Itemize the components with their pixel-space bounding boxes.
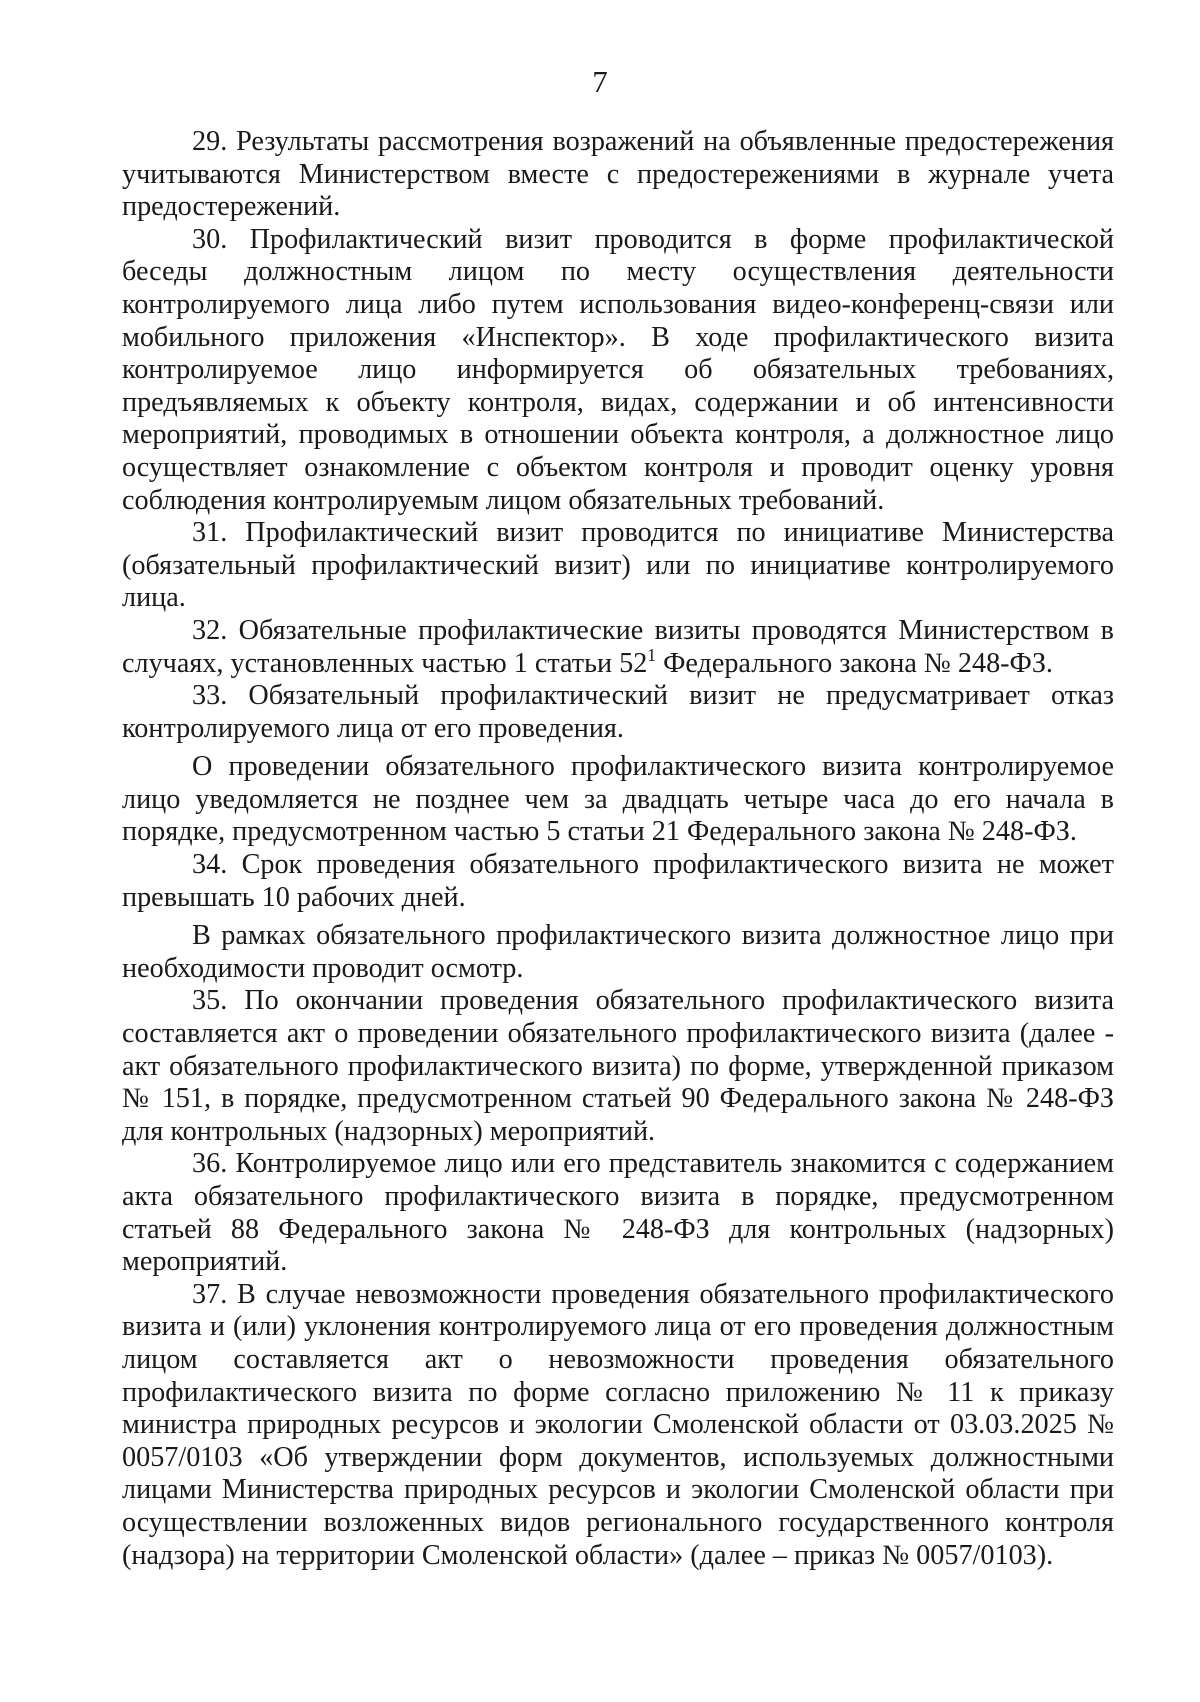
- paragraph-29: 29. Результаты рассмотрения возражений на объявленные предостережения учитываются Министерством вместе с предостережениями в журнале учета предостережений.: [122, 126, 1114, 223]
- paragraph-32-text-before: 32. Обязательные профилактические визиты проводятся Министерством в случаях, установленных частью 1 статьи 52: [122, 614, 1114, 679]
- paragraph-35: 35. По окончании проведения обязательного профилактического визита составляется акт о проведении обязательного профилактического визита (далее - акт обязательного профилактического визита) по форме, утвержденной приказом № 151, в порядке, предусмотренном статьей 90 Федерального закона № 248-ФЗ для контрольных (надзорных) мероприятий.: [122, 985, 1114, 1147]
- paragraph-34: 34. Срок проведения обязательного профилактического визита не может превышать 10 рабочих дней.: [122, 849, 1114, 913]
- page-number: 7: [592, 64, 608, 99]
- document-body: [122, 126, 1114, 1572]
- paragraph-30: 30. Профилактический визит проводится в форме профилактической беседы должностным лицом по месту осуществления деятельности контролируемого лица либо путем использования видео-конференц-связи или мобильного приложения «Инспектор». В ходе профилактического визита контролируемое лицо информируется об обязательных требованиях, предъявляемых к объекту контроля, видах, содержании и об интенсивности мероприятий, проводимых в отношении объекта контроля, а должностное лицо осуществляет ознакомление с объектом контроля и проводит оценку уровня соблюдения контролируемым лицом обязательных требований.: [122, 223, 1114, 516]
- paragraph-31: 31. Профилактический визит проводится по инициативе Министерства (обязательный профилактический визит) или по инициативе контролируемого лица.: [122, 517, 1114, 614]
- paragraph-36: 36. Контролируемое лицо или его представитель знакомится с содержанием акта обязательного профилактического визита в порядке, предусмотренном статьей 88 Федерального закона № 248-ФЗ для контрольных (надзорных) мероприятий.: [122, 1148, 1114, 1278]
- paragraph-33-notice: О проведении обязательного профилактического визита контролируемое лицо уведомляется не позднее чем за двадцать четыре часа до его начала в порядке, предусмотренном частью 5 статьи 21 Федерального закона № 248-ФЗ.: [122, 751, 1114, 848]
- paragraph-34-inspection: В рамках обязательного профилактического визита должностное лицо при необходимости проводит осмотр.: [122, 920, 1114, 984]
- paragraph-37: 37. В случае невозможности проведения обязательного профилактического визита и (или) уклонения контролируемого лица от его проведения должностным лицом составляется акт о невозможности проведения обязательного профилактического визита по форме согласно приложению № 11 к приказу министра природных ресурсов и экологии Смоленской области от 03.03.2025 № 0057/0103 «Об утверждении форм документов, используемых должностными лицами Министерства природных ресурсов и экологии Смоленской области при осуществлении возложенных видов регионального государственного контроля (надзора) на территории Смоленской области» (далее – приказ № 0057/0103).: [122, 1278, 1114, 1571]
- paragraph-32: [122, 615, 1114, 680]
- paragraph-32-superscript: 1: [647, 644, 657, 665]
- paragraph-32-text-after: Федерального закона № 248-ФЗ.: [656, 647, 1053, 679]
- paragraph-33: 33. Обязательный профилактический визит не предусматривает отказ контролируемого лица от его проведения.: [122, 680, 1114, 744]
